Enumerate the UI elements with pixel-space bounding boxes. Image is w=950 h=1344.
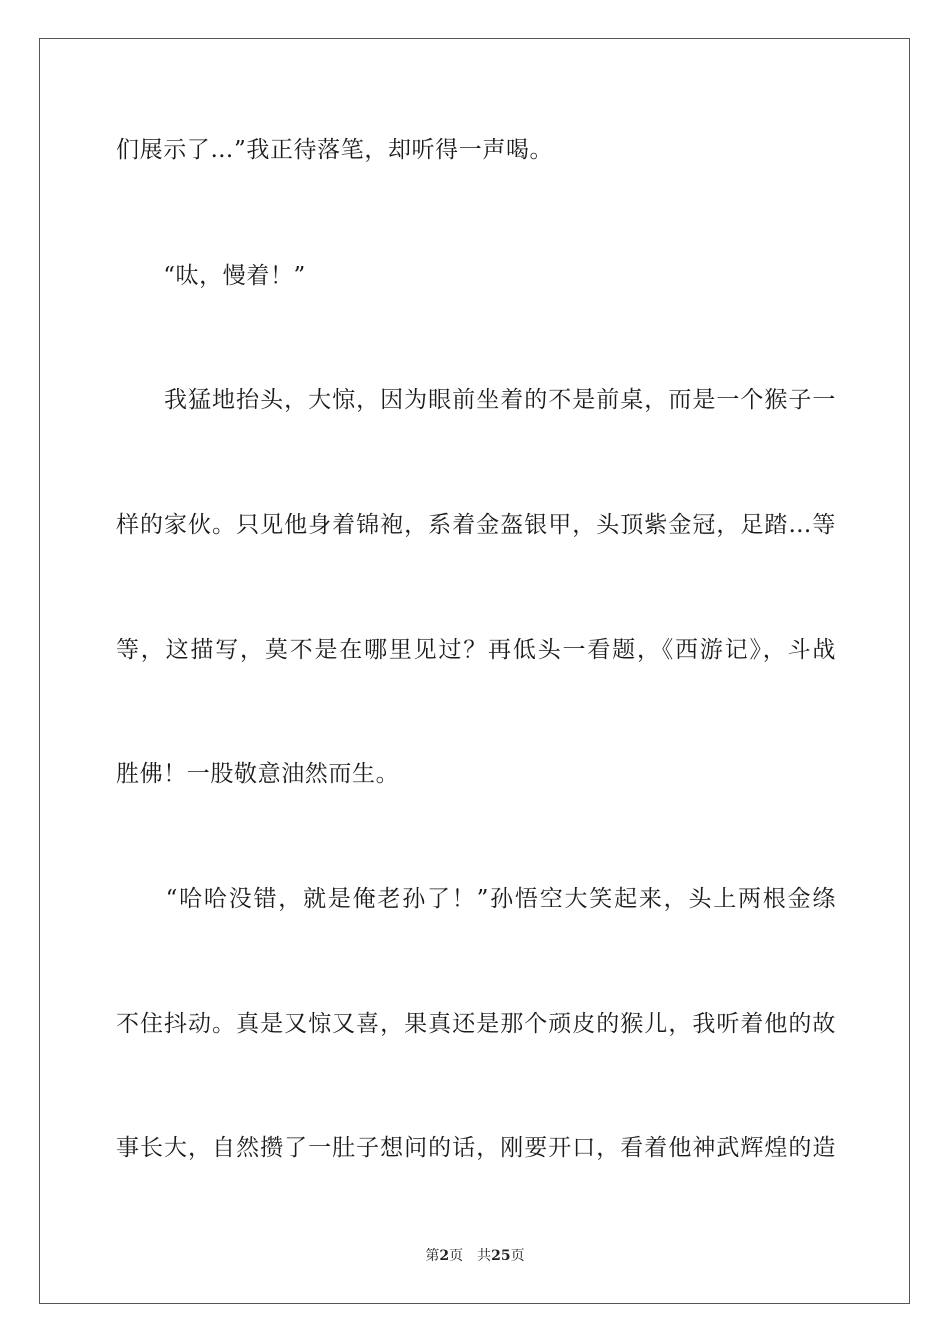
paragraph-line: 不住抖动。真是又惊又喜，果真还是那个顽皮的猴儿，我听着他的故 <box>116 1011 836 1037</box>
page-border <box>39 38 910 1304</box>
page-suffix: 页 <box>449 1248 464 1264</box>
paragraph-line: 事长大，自然攒了一肚子想问的话，刚要开口，看着他神武辉煌的造 <box>116 1135 836 1161</box>
page-prefix: 第 <box>425 1248 440 1264</box>
paragraph-line: 样的家伙。只见他身着锦袍，系着金盔银甲，头顶紫金冠，足踏…等 <box>116 512 836 538</box>
page-footer <box>0 1246 950 1266</box>
total-suffix: 页 <box>510 1248 525 1264</box>
paragraph-line: 们展示了…”我正待落笔，却听得一声喝。 <box>116 137 554 163</box>
total-pages-number: 25 <box>491 1248 511 1264</box>
current-page-number: 2 <box>439 1248 450 1264</box>
paragraph-line: 等，这描写，莫不是在哪里见过？再低头一看题，《西游记》，斗战 <box>116 637 836 663</box>
paragraph-line: 胜佛！一股敬意油然而生。 <box>116 761 400 787</box>
paragraph-line: 我猛地抬头，大惊，因为眼前坐着的不是前桌，而是一个猴子一 <box>116 387 836 413</box>
paragraph-line: “呔，慢着！” <box>116 263 306 289</box>
paragraph-line: “哈哈没错，就是俺老孙了！”孙悟空大笑起来，头上两根金绦 <box>116 886 836 912</box>
total-prefix: 共 <box>477 1248 492 1264</box>
